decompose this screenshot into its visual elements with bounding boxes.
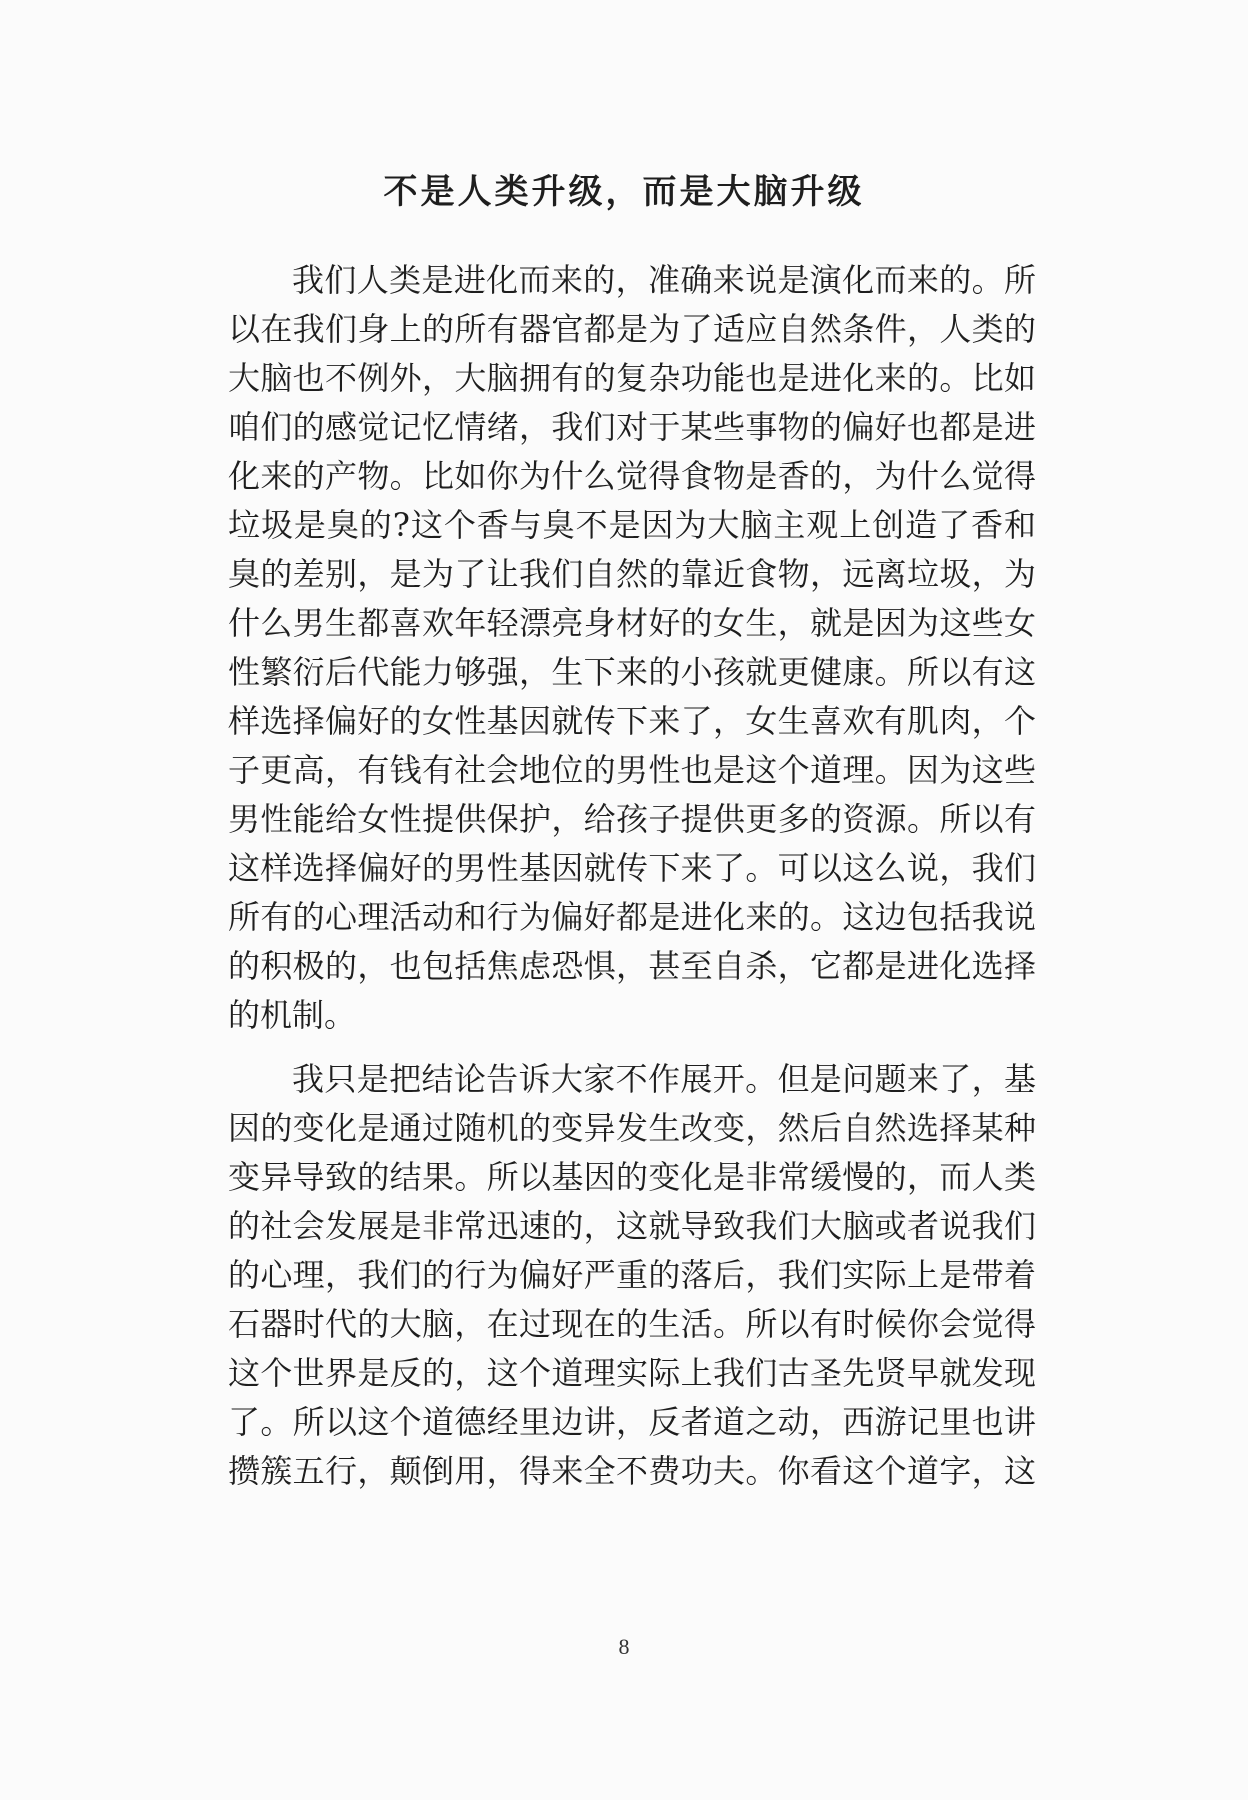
- paragraph-line: 子更高，有钱有社会地位的男性也是这个道理。因为这些: [228, 751, 1036, 789]
- paragraph-line: 垃圾是臭的?这个香与臭不是因为大脑主观上创造了香和: [228, 506, 1036, 544]
- paragraph-line: 性繁衍后代能力够强，生下来的小孩就更健康。所以有这: [228, 653, 1036, 691]
- paragraph-line: 这样选择偏好的男性基因就传下来了。可以这么说，我们: [228, 849, 1036, 887]
- paragraph-line: 大脑也不例外，大脑拥有的复杂功能也是进化来的。比如: [228, 359, 1036, 397]
- paragraph-2: [228, 1055, 1036, 1496]
- paragraph-line: 臭的差别，是为了让我们自然的靠近食物，远离垃圾，为: [228, 555, 1036, 593]
- paragraph-line: 的积极的，也包括焦虑恐惧，甚至自杀，它都是进化选择: [228, 947, 1036, 985]
- page-title: 不是人类升级，而是大脑升级: [383, 172, 865, 212]
- paragraph-line: 攒簇五行，颠倒用，得来全不费功夫。你看这个道字，这: [228, 1452, 1036, 1490]
- paragraph-line: 男性能给女性提供保护，给孩子提供更多的资源。所以有: [228, 800, 1036, 838]
- paragraph-line: 咱们的感觉记忆情绪，我们对于某些事物的偏好也都是进: [228, 408, 1036, 446]
- paragraph-line: 变异导致的结果。所以基因的变化是非常缓慢的，而人类: [228, 1158, 1036, 1196]
- page-number: 8: [618, 1634, 630, 1659]
- paragraph-line: 这个世界是反的，这个道理实际上我们古圣先贤早就发现: [228, 1354, 1036, 1392]
- paragraph-line: 什么男生都喜欢年轻漂亮身材好的女生，就是因为这些女: [228, 604, 1036, 642]
- paragraph-line: 了。所以这个道德经里边讲，反者道之动，西游记里也讲: [228, 1403, 1036, 1441]
- paragraph-line: 的机制。: [228, 996, 357, 1034]
- paragraph-line: 石器时代的大脑，在过现在的生活。所以有时候你会觉得: [228, 1305, 1036, 1343]
- paragraph-1: [228, 256, 1036, 1040]
- paragraph-line: 以在我们身上的所有器官都是为了适应自然条件，人类的: [228, 310, 1036, 348]
- paragraph-line: 我只是把结论告诉大家不作展开。但是问题来了，基: [292, 1060, 1036, 1098]
- paragraph-line: 的心理，我们的行为偏好严重的落后，我们实际上是带着: [228, 1256, 1036, 1294]
- paragraph-line: 所有的心理活动和行为偏好都是进化来的。这边包括我说: [228, 898, 1036, 936]
- paragraph-line: 的社会发展是非常迅速的，这就导致我们大脑或者说我们: [228, 1207, 1036, 1245]
- paragraph-line: 样选择偏好的女性基因就传下来了，女生喜欢有肌肉，个: [228, 702, 1036, 740]
- paragraph-line: 化来的产物。比如你为什么觉得食物是香的，为什么觉得: [228, 457, 1036, 495]
- paragraph-line: 我们人类是进化而来的，准确来说是演化而来的。所: [292, 261, 1036, 299]
- paragraph-line: 因的变化是通过随机的变异发生改变，然后自然选择某种: [228, 1109, 1036, 1147]
